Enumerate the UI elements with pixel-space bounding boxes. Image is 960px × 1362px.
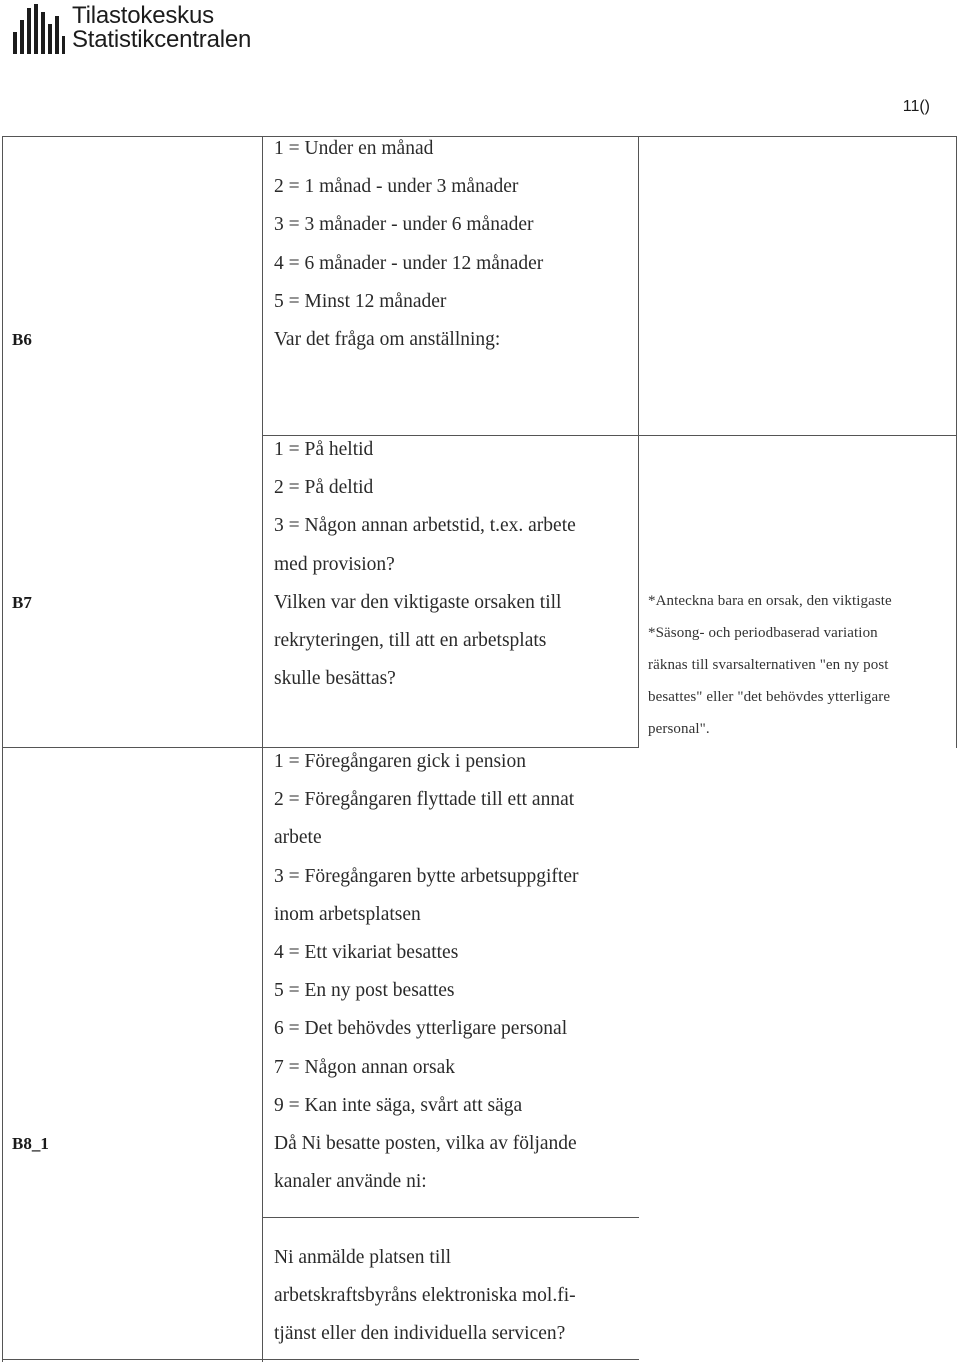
note-line: personal". xyxy=(648,721,710,737)
table-divider-2 xyxy=(638,136,639,748)
list-item: 4 = 6 månader - under 12 månader xyxy=(274,252,544,274)
page-number: 11() xyxy=(902,98,930,115)
table-border-right xyxy=(956,136,957,748)
duration-options xyxy=(274,130,626,321)
table-rule-4 xyxy=(262,1217,639,1218)
note-line: räknas till svarsalternativen "en ny post xyxy=(648,657,889,673)
question-code-b7: B7 xyxy=(12,593,32,612)
note-line: *Anteckna bara en orsak, den viktigaste xyxy=(648,593,892,609)
list-item: 7 = Någon annan orsak xyxy=(274,1056,456,1078)
list-item: arbete xyxy=(274,827,322,849)
question-text-line: kanaler använde ni: xyxy=(274,1171,427,1193)
list-item: 2 = Föregångaren flyttade till ett annat xyxy=(274,789,575,811)
note-line: *Säsong- och periodbaserad variation xyxy=(648,625,878,641)
list-item: 2 = På deltid xyxy=(274,477,374,499)
barcode-logo-icon xyxy=(12,2,66,56)
note-line: besattes" eller "det behövdes ytterligare xyxy=(648,689,891,705)
question-text-line: rekryteringen, till att en arbetsplats xyxy=(274,630,547,652)
table-rule-bottom xyxy=(2,1359,639,1360)
table-border-left xyxy=(2,136,3,1362)
question-text-line: Vilken var den viktigaste orsaken till xyxy=(274,592,562,613)
list-item: 9 = Kan inte säga, svårt att säga xyxy=(274,1094,523,1116)
b7-instruction-note xyxy=(648,585,948,745)
list-item: 6 = Det behövdes ytterligare personal xyxy=(274,1018,568,1040)
list-item: med provision? xyxy=(274,553,395,575)
table-divider-1 xyxy=(262,136,263,1362)
question-text-line: arbetskraftsbyråns elektroniska mol.fi- xyxy=(274,1285,576,1307)
question-code-b6: B6 xyxy=(12,330,32,349)
list-item: 5 = Minst 12 månader xyxy=(274,290,447,312)
logo xyxy=(12,2,272,58)
list-item: 1 = Föregångaren gick i pension xyxy=(274,751,526,772)
list-item: 1 = På heltid xyxy=(274,439,374,460)
list-item: inom arbetsplatsen xyxy=(274,903,421,925)
question-text: Var det fråga om anställning: xyxy=(274,329,501,350)
question-b6 xyxy=(274,321,626,359)
list-item: 2 = 1 månad - under 3 månader xyxy=(274,176,519,198)
list-item: 5 = En ny post besattes xyxy=(274,980,455,1002)
b6-options xyxy=(274,431,626,584)
list-item: 4 = Ett vikariat besattes xyxy=(274,942,459,964)
question-text-line: Då Ni besatte posten, vilka av följande xyxy=(274,1133,577,1154)
question-b7 xyxy=(274,584,626,699)
brand-name-fi: Tilastokeskus xyxy=(72,2,214,29)
list-item: 3 = 3 månader - under 6 månader xyxy=(274,214,534,236)
list-item: 1 = Under en månad xyxy=(274,138,434,159)
b8-1-subquestion xyxy=(274,1239,626,1354)
list-item: 3 = Någon annan arbetstid, t.ex. arbete xyxy=(274,515,576,537)
b7-options xyxy=(274,743,626,1125)
question-text-line: skulle besättas? xyxy=(274,668,396,690)
question-code-b8-1: B8_1 xyxy=(12,1134,49,1153)
brand-name-sv: Statistikcentralen xyxy=(72,26,252,53)
question-text-line: Ni anmälde platsen till xyxy=(274,1247,452,1268)
list-item: 3 = Föregångaren bytte arbetsuppgifter xyxy=(274,865,579,887)
question-b8-1 xyxy=(274,1125,626,1201)
question-text-line: tjänst eller den individuella servicen? xyxy=(274,1323,566,1345)
